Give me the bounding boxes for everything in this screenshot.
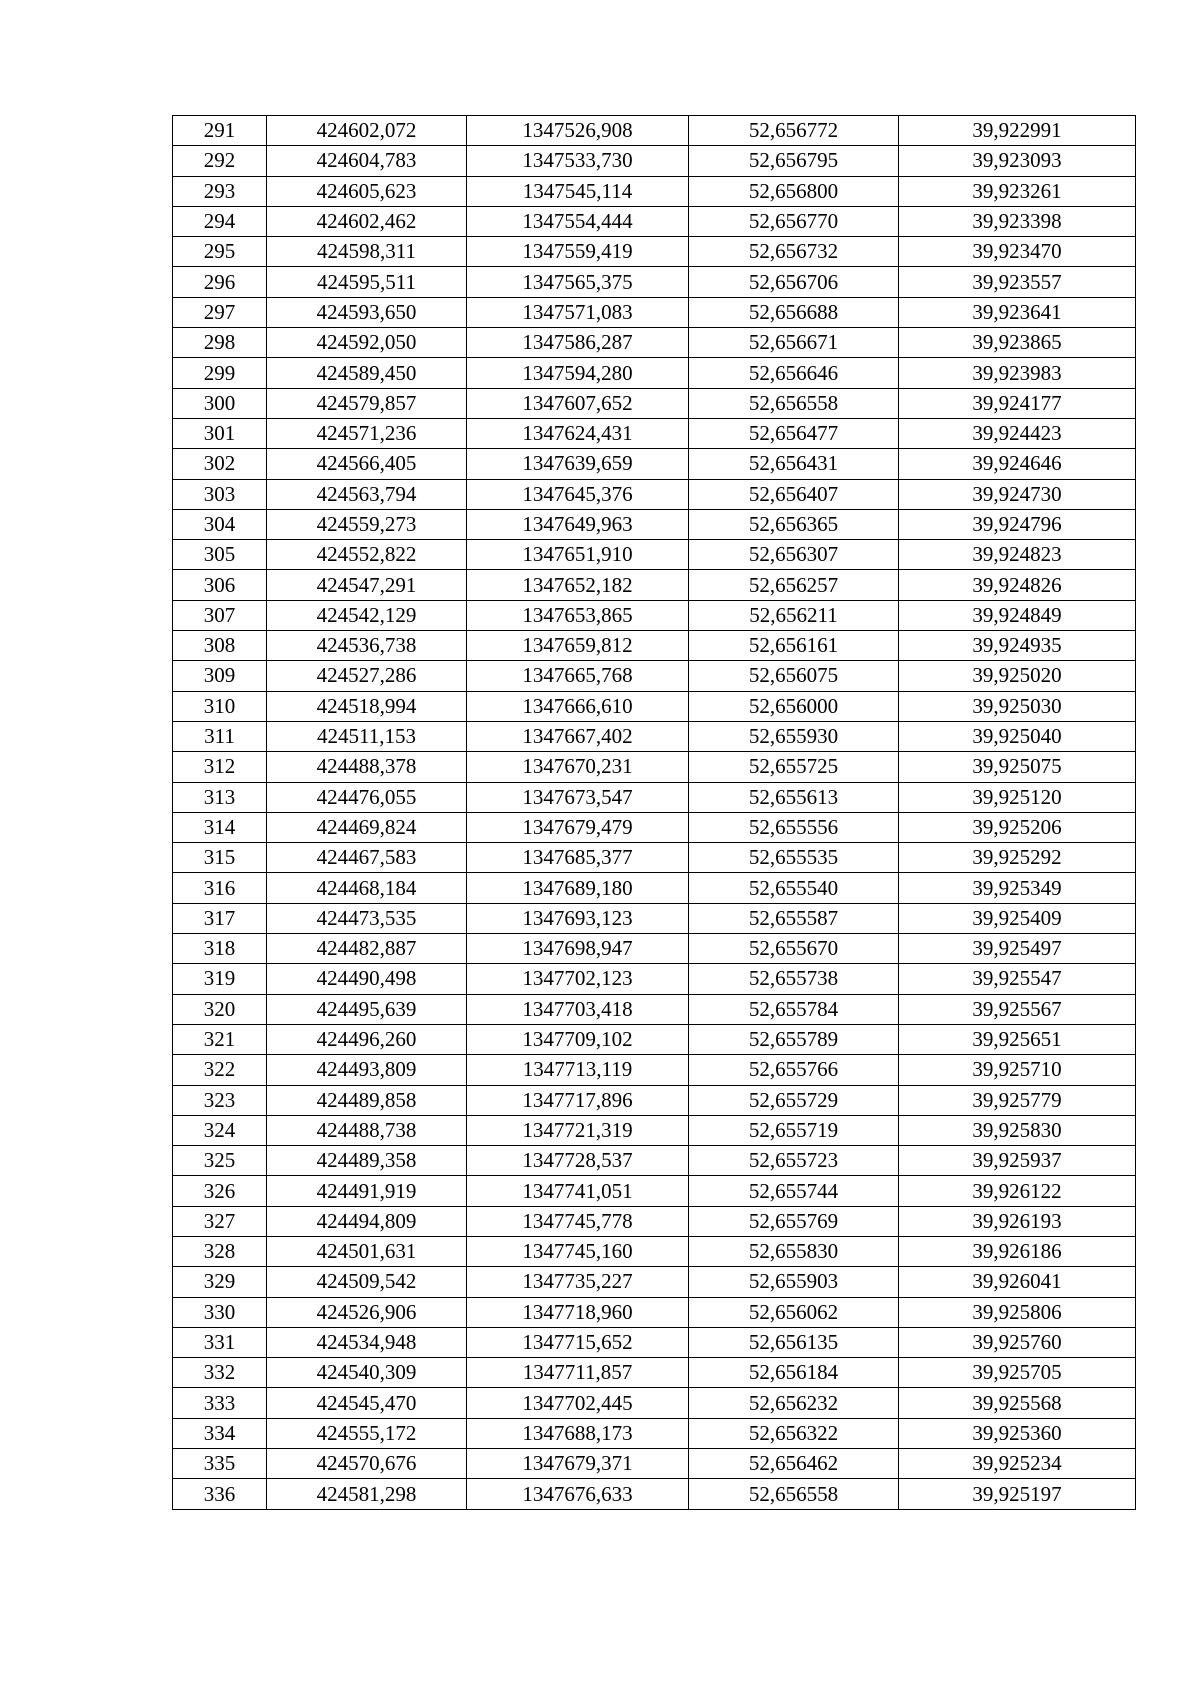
cell-latitude: 52,656795 <box>689 146 899 176</box>
cell-number: 320 <box>173 994 267 1024</box>
table-row <box>173 540 1136 570</box>
cell-x: 424547,291 <box>267 570 467 600</box>
table-row <box>173 903 1136 933</box>
cell-x: 424488,378 <box>267 752 467 782</box>
cell-y: 1347689,180 <box>467 873 689 903</box>
cell-number: 331 <box>173 1327 267 1357</box>
cell-x: 424536,738 <box>267 631 467 661</box>
cell-number: 315 <box>173 843 267 873</box>
cell-y: 1347679,371 <box>467 1449 689 1479</box>
cell-latitude: 52,655766 <box>689 1055 899 1085</box>
cell-number: 318 <box>173 934 267 964</box>
table-row <box>173 994 1136 1024</box>
cell-number: 329 <box>173 1267 267 1297</box>
table-row <box>173 934 1136 964</box>
cell-y: 1347565,375 <box>467 267 689 297</box>
cell-longitude: 39,925409 <box>899 903 1136 933</box>
cell-x: 424509,542 <box>267 1267 467 1297</box>
cell-longitude: 39,925567 <box>899 994 1136 1024</box>
cell-latitude: 52,655789 <box>689 1024 899 1054</box>
table-row <box>173 206 1136 236</box>
cell-longitude: 39,926186 <box>899 1236 1136 1266</box>
cell-y: 1347679,479 <box>467 812 689 842</box>
table-row <box>173 661 1136 691</box>
cell-longitude: 39,925075 <box>899 752 1136 782</box>
cell-number: 323 <box>173 1085 267 1115</box>
cell-number: 302 <box>173 449 267 479</box>
cell-longitude: 39,924849 <box>899 600 1136 630</box>
cell-latitude: 52,656558 <box>689 1479 899 1509</box>
cell-y: 1347745,160 <box>467 1236 689 1266</box>
cell-number: 314 <box>173 812 267 842</box>
cell-longitude: 39,924935 <box>899 631 1136 661</box>
cell-number: 296 <box>173 267 267 297</box>
cell-number: 325 <box>173 1146 267 1176</box>
cell-longitude: 39,925547 <box>899 964 1136 994</box>
table-row <box>173 570 1136 600</box>
cell-longitude: 39,925937 <box>899 1146 1136 1176</box>
cell-number: 330 <box>173 1297 267 1327</box>
cell-latitude: 52,655729 <box>689 1085 899 1115</box>
cell-x: 424488,738 <box>267 1115 467 1145</box>
cell-y: 1347728,537 <box>467 1146 689 1176</box>
cell-y: 1347673,547 <box>467 782 689 812</box>
table-row <box>173 116 1136 146</box>
cell-y: 1347667,402 <box>467 721 689 751</box>
cell-latitude: 52,655535 <box>689 843 899 873</box>
cell-y: 1347665,768 <box>467 661 689 691</box>
cell-x: 424467,583 <box>267 843 467 873</box>
cell-longitude: 39,925779 <box>899 1085 1136 1115</box>
cell-latitude: 52,655556 <box>689 812 899 842</box>
cell-number: 336 <box>173 1479 267 1509</box>
cell-latitude: 52,656770 <box>689 206 899 236</box>
cell-x: 424555,172 <box>267 1418 467 1448</box>
cell-longitude: 39,924646 <box>899 449 1136 479</box>
cell-longitude: 39,925710 <box>899 1055 1136 1085</box>
cell-latitude: 52,655738 <box>689 964 899 994</box>
cell-x: 424511,153 <box>267 721 467 751</box>
cell-x: 424490,498 <box>267 964 467 994</box>
cell-latitude: 52,656407 <box>689 479 899 509</box>
cell-x: 424559,273 <box>267 509 467 539</box>
cell-x: 424527,286 <box>267 661 467 691</box>
table-row <box>173 843 1136 873</box>
cell-latitude: 52,655769 <box>689 1206 899 1236</box>
cell-latitude: 52,655744 <box>689 1176 899 1206</box>
cell-latitude: 52,655719 <box>689 1115 899 1145</box>
table-row <box>173 1176 1136 1206</box>
cell-y: 1347703,418 <box>467 994 689 1024</box>
cell-number: 312 <box>173 752 267 782</box>
cell-number: 321 <box>173 1024 267 1054</box>
cell-longitude: 39,923470 <box>899 237 1136 267</box>
table-row <box>173 1267 1136 1297</box>
cell-latitude: 52,655613 <box>689 782 899 812</box>
cell-number: 293 <box>173 176 267 206</box>
cell-y: 1347651,910 <box>467 540 689 570</box>
cell-y: 1347666,610 <box>467 691 689 721</box>
table-row <box>173 509 1136 539</box>
table-row <box>173 176 1136 206</box>
cell-y: 1347624,431 <box>467 418 689 448</box>
cell-longitude: 39,924826 <box>899 570 1136 600</box>
cell-x: 424476,055 <box>267 782 467 812</box>
cell-longitude: 39,925206 <box>899 812 1136 842</box>
table-row <box>173 1418 1136 1448</box>
table-row <box>173 1297 1136 1327</box>
cell-longitude: 39,925830 <box>899 1115 1136 1145</box>
cell-x: 424473,535 <box>267 903 467 933</box>
cell-number: 299 <box>173 358 267 388</box>
cell-y: 1347526,908 <box>467 116 689 146</box>
cell-latitude: 52,656257 <box>689 570 899 600</box>
cell-x: 424563,794 <box>267 479 467 509</box>
cell-number: 292 <box>173 146 267 176</box>
cell-x: 424540,309 <box>267 1358 467 1388</box>
cell-number: 294 <box>173 206 267 236</box>
table-row <box>173 267 1136 297</box>
cell-latitude: 52,655587 <box>689 903 899 933</box>
cell-x: 424604,783 <box>267 146 467 176</box>
cell-x: 424581,298 <box>267 1479 467 1509</box>
cell-y: 1347676,633 <box>467 1479 689 1509</box>
cell-number: 306 <box>173 570 267 600</box>
cell-number: 332 <box>173 1358 267 1388</box>
cell-longitude: 39,925040 <box>899 721 1136 751</box>
cell-latitude: 52,655670 <box>689 934 899 964</box>
cell-latitude: 52,656062 <box>689 1297 899 1327</box>
cell-y: 1347545,114 <box>467 176 689 206</box>
cell-longitude: 39,925705 <box>899 1358 1136 1388</box>
cell-latitude: 52,655725 <box>689 752 899 782</box>
table-row <box>173 1085 1136 1115</box>
cell-longitude: 39,925806 <box>899 1297 1136 1327</box>
cell-number: 301 <box>173 418 267 448</box>
cell-longitude: 39,925760 <box>899 1327 1136 1357</box>
cell-latitude: 52,656211 <box>689 600 899 630</box>
cell-number: 304 <box>173 509 267 539</box>
cell-latitude: 52,655723 <box>689 1146 899 1176</box>
cell-x: 424595,511 <box>267 267 467 297</box>
cell-longitude: 39,924796 <box>899 509 1136 539</box>
cell-longitude: 39,922991 <box>899 116 1136 146</box>
cell-y: 1347741,051 <box>467 1176 689 1206</box>
cell-number: 307 <box>173 600 267 630</box>
cell-latitude: 52,656688 <box>689 297 899 327</box>
cell-latitude: 52,656477 <box>689 418 899 448</box>
cell-latitude: 52,656558 <box>689 388 899 418</box>
table-row <box>173 449 1136 479</box>
cell-x: 424570,676 <box>267 1449 467 1479</box>
cell-x: 424494,809 <box>267 1206 467 1236</box>
cell-longitude: 39,925360 <box>899 1418 1136 1448</box>
cell-longitude: 39,926193 <box>899 1206 1136 1236</box>
table-row <box>173 1388 1136 1418</box>
cell-x: 424496,260 <box>267 1024 467 1054</box>
cell-y: 1347649,963 <box>467 509 689 539</box>
cell-x: 424489,358 <box>267 1146 467 1176</box>
cell-y: 1347709,102 <box>467 1024 689 1054</box>
cell-longitude: 39,925030 <box>899 691 1136 721</box>
cell-number: 319 <box>173 964 267 994</box>
cell-longitude: 39,926122 <box>899 1176 1136 1206</box>
cell-x: 424489,858 <box>267 1085 467 1115</box>
cell-x: 424593,650 <box>267 297 467 327</box>
cell-longitude: 39,925651 <box>899 1024 1136 1054</box>
coordinates-table-body <box>173 116 1136 1510</box>
cell-latitude: 52,656462 <box>689 1449 899 1479</box>
cell-x: 424545,470 <box>267 1388 467 1418</box>
cell-number: 295 <box>173 237 267 267</box>
cell-longitude: 39,924823 <box>899 540 1136 570</box>
table-row <box>173 1146 1136 1176</box>
cell-longitude: 39,923261 <box>899 176 1136 206</box>
table-row <box>173 1479 1136 1509</box>
cell-y: 1347717,896 <box>467 1085 689 1115</box>
cell-longitude: 39,925568 <box>899 1388 1136 1418</box>
table-row <box>173 358 1136 388</box>
cell-latitude: 52,655540 <box>689 873 899 903</box>
cell-x: 424491,919 <box>267 1176 467 1206</box>
cell-x: 424482,887 <box>267 934 467 964</box>
table-row <box>173 1024 1136 1054</box>
table-row <box>173 812 1136 842</box>
cell-latitude: 52,656161 <box>689 631 899 661</box>
cell-number: 310 <box>173 691 267 721</box>
cell-latitude: 52,655930 <box>689 721 899 751</box>
cell-y: 1347718,960 <box>467 1297 689 1327</box>
table-row <box>173 1055 1136 1085</box>
cell-number: 297 <box>173 297 267 327</box>
cell-x: 424534,948 <box>267 1327 467 1357</box>
cell-number: 309 <box>173 661 267 691</box>
cell-y: 1347639,659 <box>467 449 689 479</box>
table-row <box>173 1358 1136 1388</box>
cell-x: 424571,236 <box>267 418 467 448</box>
table-row <box>173 600 1136 630</box>
cell-x: 424495,639 <box>267 994 467 1024</box>
table-row <box>173 721 1136 751</box>
cell-latitude: 52,656431 <box>689 449 899 479</box>
cell-y: 1347653,865 <box>467 600 689 630</box>
cell-y: 1347586,287 <box>467 328 689 358</box>
cell-latitude: 52,656646 <box>689 358 899 388</box>
cell-x: 424602,462 <box>267 206 467 236</box>
cell-y: 1347533,730 <box>467 146 689 176</box>
cell-latitude: 52,656184 <box>689 1358 899 1388</box>
table-row <box>173 1206 1136 1236</box>
cell-longitude: 39,925197 <box>899 1479 1136 1509</box>
cell-number: 316 <box>173 873 267 903</box>
cell-x: 424469,824 <box>267 812 467 842</box>
coordinates-table <box>172 115 1136 1510</box>
table-row <box>173 782 1136 812</box>
cell-x: 424493,809 <box>267 1055 467 1085</box>
cell-y: 1347594,280 <box>467 358 689 388</box>
table-row <box>173 388 1136 418</box>
cell-longitude: 39,924730 <box>899 479 1136 509</box>
cell-y: 1347715,652 <box>467 1327 689 1357</box>
cell-y: 1347571,083 <box>467 297 689 327</box>
table-row <box>173 691 1136 721</box>
cell-y: 1347745,778 <box>467 1206 689 1236</box>
cell-latitude: 52,655784 <box>689 994 899 1024</box>
cell-y: 1347670,231 <box>467 752 689 782</box>
table-row <box>173 237 1136 267</box>
cell-x: 424501,631 <box>267 1236 467 1266</box>
cell-latitude: 52,656307 <box>689 540 899 570</box>
cell-y: 1347702,123 <box>467 964 689 994</box>
cell-x: 424552,822 <box>267 540 467 570</box>
table-row <box>173 146 1136 176</box>
cell-number: 308 <box>173 631 267 661</box>
cell-number: 335 <box>173 1449 267 1479</box>
table-row <box>173 418 1136 448</box>
table-row <box>173 873 1136 903</box>
cell-y: 1347698,947 <box>467 934 689 964</box>
cell-x: 424605,623 <box>267 176 467 206</box>
cell-number: 313 <box>173 782 267 812</box>
cell-y: 1347659,812 <box>467 631 689 661</box>
cell-longitude: 39,925234 <box>899 1449 1136 1479</box>
cell-latitude: 52,656671 <box>689 328 899 358</box>
cell-y: 1347702,445 <box>467 1388 689 1418</box>
cell-x: 424468,184 <box>267 873 467 903</box>
cell-longitude: 39,924177 <box>899 388 1136 418</box>
cell-number: 334 <box>173 1418 267 1448</box>
cell-latitude: 52,656075 <box>689 661 899 691</box>
table-row <box>173 328 1136 358</box>
cell-y: 1347559,419 <box>467 237 689 267</box>
cell-longitude: 39,923865 <box>899 328 1136 358</box>
table-row <box>173 1236 1136 1266</box>
cell-number: 291 <box>173 116 267 146</box>
cell-x: 424526,906 <box>267 1297 467 1327</box>
cell-y: 1347645,376 <box>467 479 689 509</box>
cell-number: 328 <box>173 1236 267 1266</box>
cell-y: 1347713,119 <box>467 1055 689 1085</box>
cell-longitude: 39,925292 <box>899 843 1136 873</box>
cell-latitude: 52,656800 <box>689 176 899 206</box>
cell-latitude: 52,656772 <box>689 116 899 146</box>
cell-number: 326 <box>173 1176 267 1206</box>
table-row <box>173 964 1136 994</box>
cell-latitude: 52,656135 <box>689 1327 899 1357</box>
cell-number: 300 <box>173 388 267 418</box>
cell-x: 424602,072 <box>267 116 467 146</box>
cell-y: 1347685,377 <box>467 843 689 873</box>
cell-longitude: 39,925497 <box>899 934 1136 964</box>
cell-x: 424518,994 <box>267 691 467 721</box>
table-row <box>173 631 1136 661</box>
cell-y: 1347721,319 <box>467 1115 689 1145</box>
cell-number: 311 <box>173 721 267 751</box>
cell-longitude: 39,923093 <box>899 146 1136 176</box>
cell-longitude: 39,923641 <box>899 297 1136 327</box>
cell-number: 303 <box>173 479 267 509</box>
cell-longitude: 39,925349 <box>899 873 1136 903</box>
cell-y: 1347554,444 <box>467 206 689 236</box>
cell-number: 322 <box>173 1055 267 1085</box>
cell-latitude: 52,655903 <box>689 1267 899 1297</box>
cell-number: 327 <box>173 1206 267 1236</box>
cell-longitude: 39,924423 <box>899 418 1136 448</box>
cell-longitude: 39,923557 <box>899 267 1136 297</box>
cell-longitude: 39,925020 <box>899 661 1136 691</box>
cell-x: 424542,129 <box>267 600 467 630</box>
cell-x: 424589,450 <box>267 358 467 388</box>
cell-y: 1347693,123 <box>467 903 689 933</box>
cell-number: 305 <box>173 540 267 570</box>
cell-x: 424579,857 <box>267 388 467 418</box>
table-row <box>173 1115 1136 1145</box>
cell-longitude: 39,923983 <box>899 358 1136 388</box>
cell-latitude: 52,656732 <box>689 237 899 267</box>
cell-y: 1347607,652 <box>467 388 689 418</box>
cell-x: 424566,405 <box>267 449 467 479</box>
table-row <box>173 1449 1136 1479</box>
cell-y: 1347711,857 <box>467 1358 689 1388</box>
cell-number: 298 <box>173 328 267 358</box>
cell-longitude: 39,925120 <box>899 782 1136 812</box>
cell-y: 1347735,227 <box>467 1267 689 1297</box>
cell-y: 1347688,173 <box>467 1418 689 1448</box>
table-row <box>173 752 1136 782</box>
table-row <box>173 297 1136 327</box>
table-row <box>173 1327 1136 1357</box>
cell-number: 333 <box>173 1388 267 1418</box>
cell-x: 424598,311 <box>267 237 467 267</box>
cell-number: 324 <box>173 1115 267 1145</box>
cell-latitude: 52,656232 <box>689 1388 899 1418</box>
table-row <box>173 479 1136 509</box>
cell-x: 424592,050 <box>267 328 467 358</box>
cell-latitude: 52,655830 <box>689 1236 899 1266</box>
cell-latitude: 52,656322 <box>689 1418 899 1448</box>
cell-latitude: 52,656365 <box>689 509 899 539</box>
cell-latitude: 52,656000 <box>689 691 899 721</box>
cell-longitude: 39,926041 <box>899 1267 1136 1297</box>
cell-number: 317 <box>173 903 267 933</box>
cell-y: 1347652,182 <box>467 570 689 600</box>
cell-longitude: 39,923398 <box>899 206 1136 236</box>
cell-latitude: 52,656706 <box>689 267 899 297</box>
